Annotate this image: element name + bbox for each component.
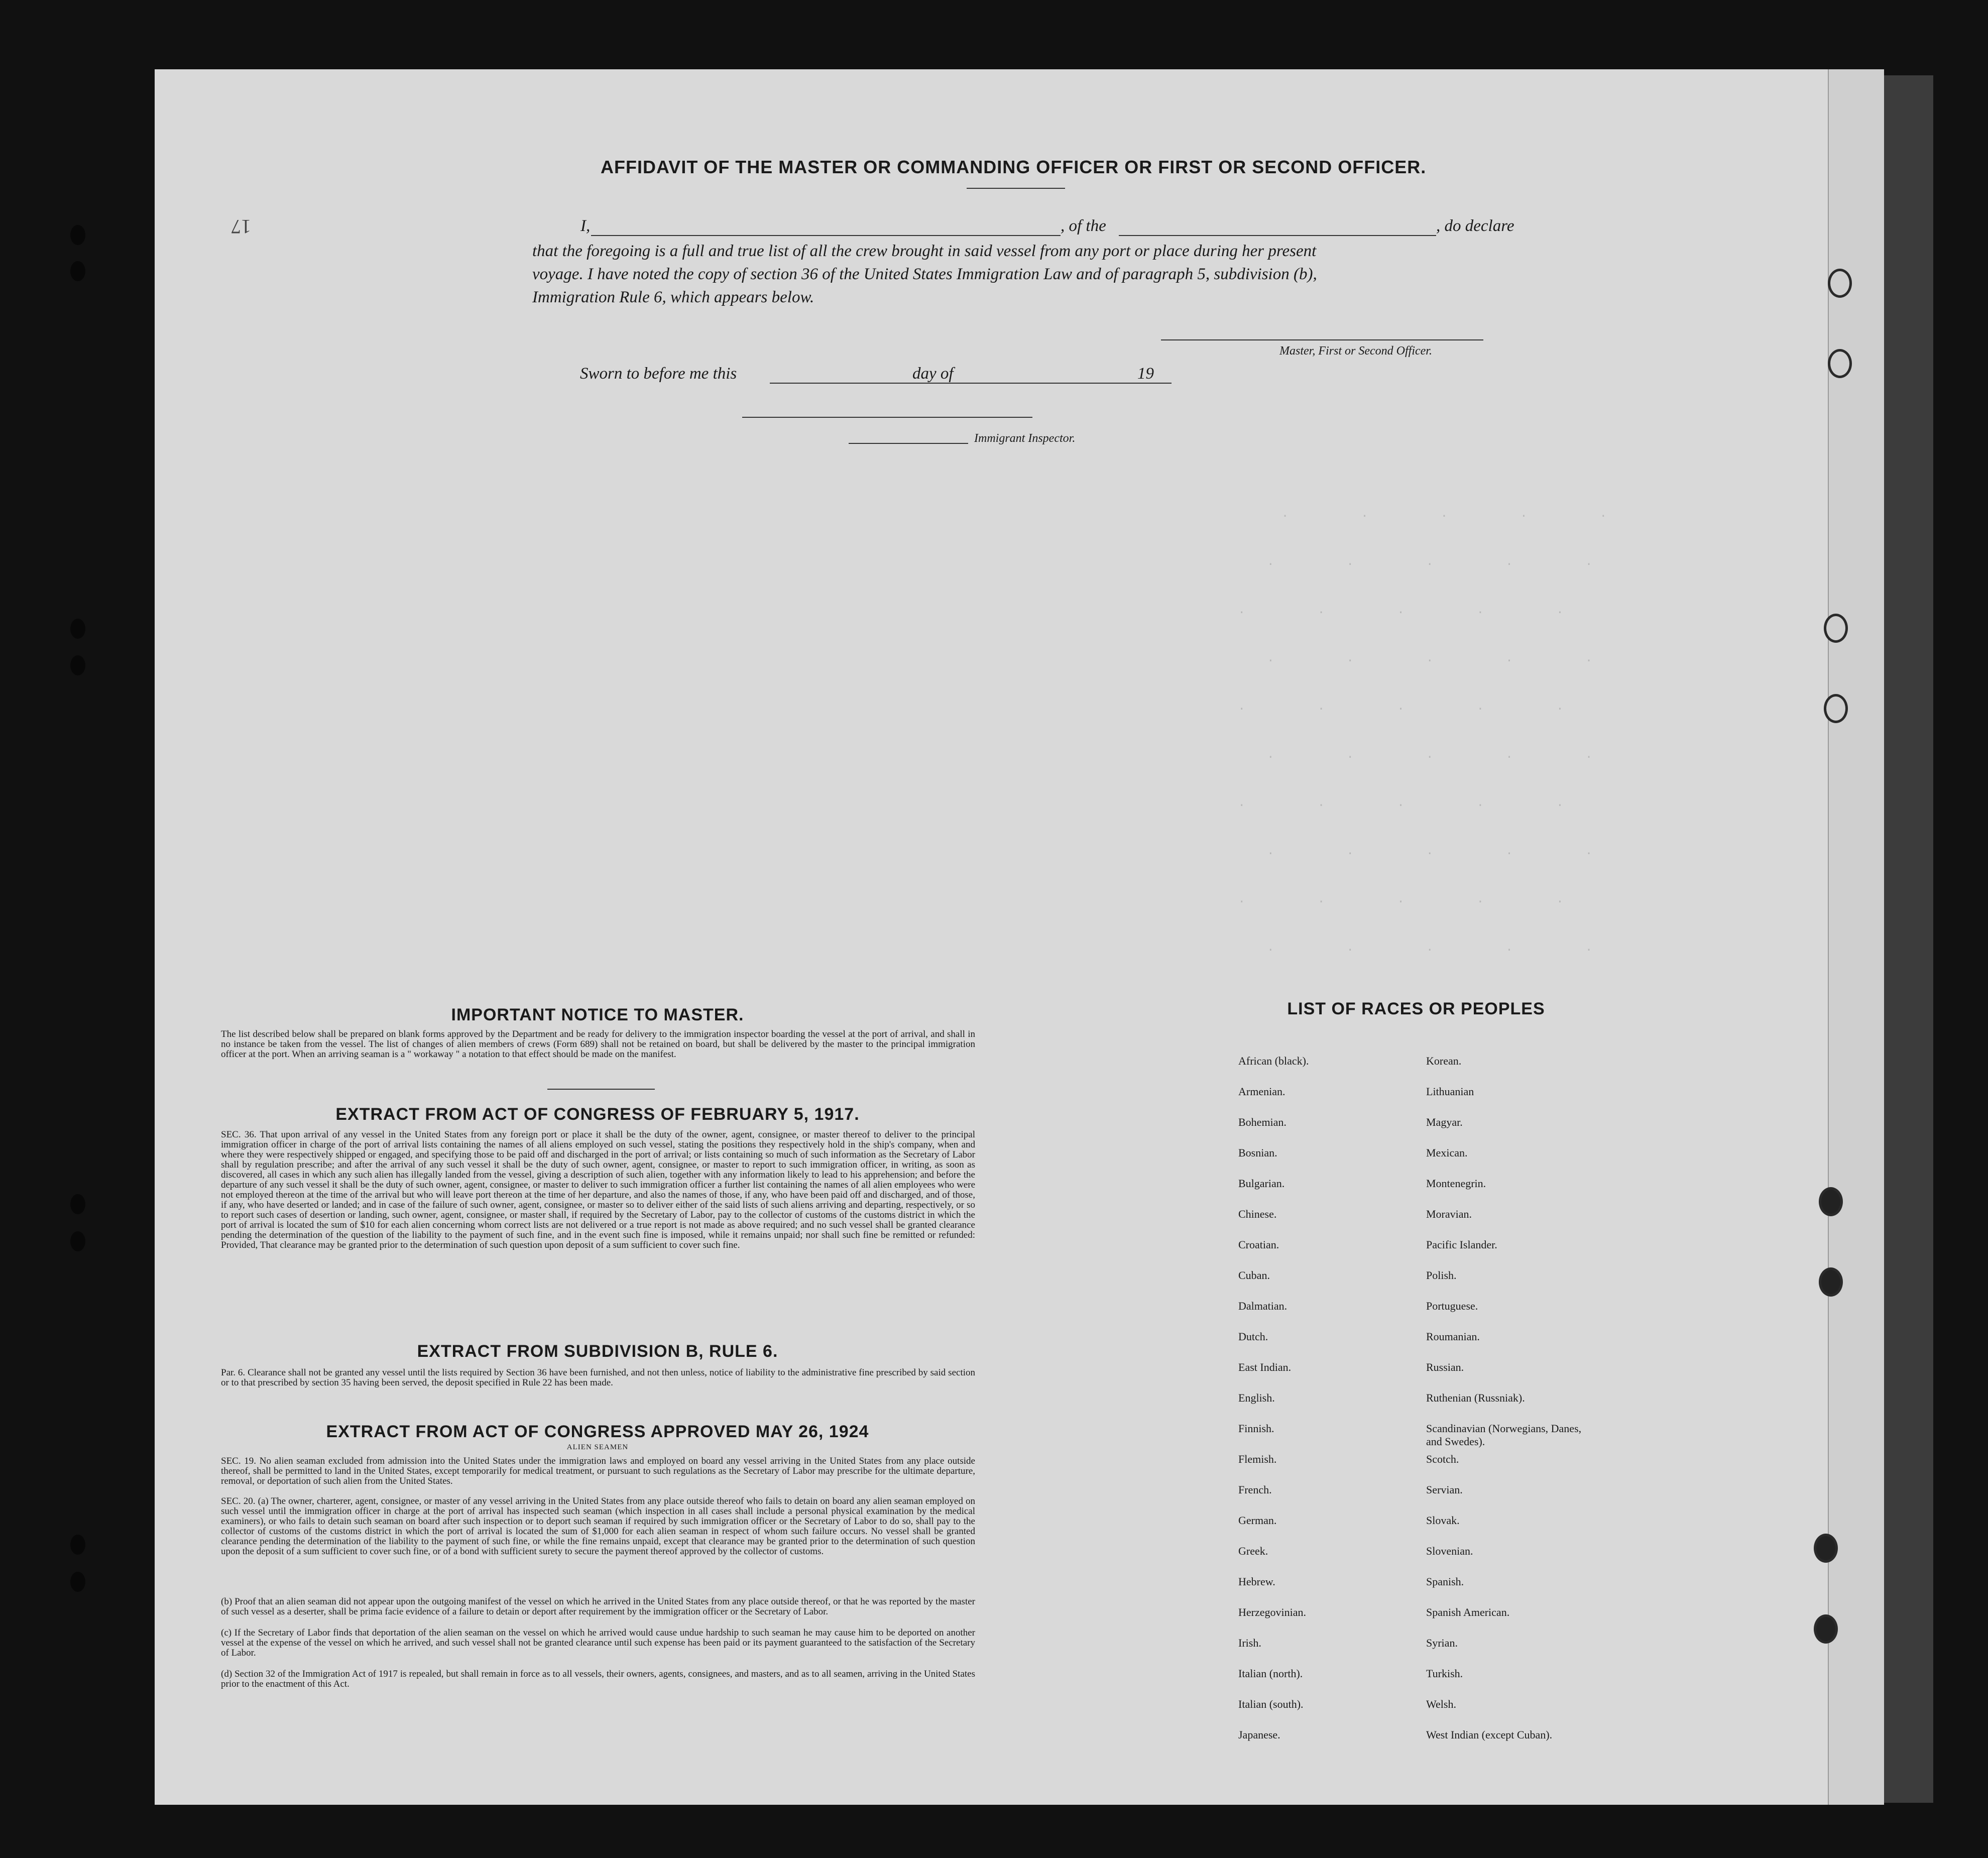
sworn-day-of: day of — [912, 365, 954, 383]
punch-hole — [1828, 349, 1852, 378]
punch-hole — [1814, 1534, 1838, 1563]
section-divider — [547, 1089, 655, 1090]
race-item-right: Roumanian. — [1426, 1330, 1480, 1343]
race-item-left: Cuban. — [1238, 1269, 1270, 1282]
binder-hole — [70, 1194, 85, 1214]
race-item-left: East Indian. — [1238, 1361, 1292, 1373]
race-item-right: Welsh. — [1426, 1698, 1456, 1710]
race-item-left: Italian (north). — [1238, 1667, 1303, 1680]
race-item-right: West Indian (except Cuban). — [1426, 1728, 1553, 1741]
page-shadow — [1878, 75, 1933, 1803]
races-heading: LIST OF RACES OR PEOPLES — [1287, 999, 1545, 1018]
race-item-right: Lithuanian — [1426, 1085, 1474, 1098]
race-item-right: Slovenian. — [1426, 1545, 1473, 1557]
race-item-right: Mexican. — [1426, 1146, 1468, 1159]
declaration-line-3: voyage. I have noted the copy of section 36 of the United States Immigration Law and of paragraph 5, subdivision (b), — [532, 265, 1317, 283]
race-item-left: French. — [1238, 1483, 1272, 1496]
name-field-line[interactable] — [591, 235, 1061, 236]
race-item-left: Bohemian. — [1238, 1116, 1287, 1128]
race-item-right: Scandinavian (Norwegians, Danes, and Swedes). — [1426, 1422, 1582, 1448]
affidavit-title: AFFIDAVIT OF THE MASTER OR COMMANDING OFFICER OR FIRST OR SECOND OFFICER. — [601, 157, 1427, 177]
race-item-left: Croatian. — [1238, 1238, 1279, 1251]
race-item-left: English. — [1238, 1391, 1275, 1404]
race-item-left: Irish. — [1238, 1637, 1261, 1649]
race-item-left: German. — [1238, 1514, 1277, 1527]
extract-1924-heading: EXTRACT FROM ACT OF CONGRESS APPROVED MAY 26, 1924 — [326, 1422, 869, 1441]
race-item-right: Magyar. — [1426, 1116, 1463, 1128]
extract-1924-subheading: ALIEN SEAMEN — [566, 1443, 629, 1451]
race-item-right: Scotch. — [1426, 1453, 1459, 1465]
rule6-heading: EXTRACT FROM SUBDIVISION B, RULE 6. — [417, 1342, 778, 1361]
race-item-left: Herzegovinian. — [1238, 1606, 1306, 1618]
title-underline — [967, 188, 1065, 189]
inspector-label: Immigrant Inspector. — [974, 432, 1076, 445]
sec20b-text: (b) Proof that an alien seaman did not appear upon the outgoing manifest of the vessel on which he arrived in the United States from any place outside thereof, or that he was reported by the master of such vessel as a deserter, shall be prima facie evidence of a failure to detain or deport after requirement by the immigration officer or the Secretary of Labor. — [221, 1596, 975, 1617]
punch-hole — [1828, 269, 1852, 298]
binder-hole — [70, 1535, 85, 1555]
punch-hole — [1819, 1187, 1843, 1216]
signature-label: Master, First or Second Officer. — [1279, 344, 1432, 358]
race-item-right: Turkish. — [1426, 1667, 1463, 1680]
race-item-right: Montenegrin. — [1426, 1177, 1486, 1190]
race-item-left: Hebrew. — [1238, 1575, 1275, 1588]
marginal-number: 17 — [231, 215, 251, 238]
signature-line[interactable] — [1161, 339, 1483, 340]
punch-hole — [1824, 694, 1848, 723]
race-item-right: Ruthenian (Russniak). — [1426, 1391, 1525, 1404]
race-item-left: Finnish. — [1238, 1422, 1274, 1435]
race-item-right: Pacific Islander. — [1426, 1238, 1497, 1251]
binder-hole — [70, 1572, 85, 1592]
race-item-left: Bosnian. — [1238, 1146, 1277, 1159]
sworn-text: Sworn to before me this — [580, 365, 737, 383]
race-item-left: Armenian. — [1238, 1085, 1285, 1098]
race-item-left: Italian (south). — [1238, 1698, 1304, 1710]
sec20d-text: (d) Section 32 of the Immigration Act of 1917 is repealed, but shall remain in force as to all vessels, their owners, agents, consignees, and masters, and as to all seamen, arriving in the United States prior to the enactment of this Act. — [221, 1669, 975, 1689]
rule6-text: Par. 6. Clearance shall not be granted any vessel until the lists required by Section 36 have been furnished, and not then unless, notice of liability to the administrative fine prescribed by said section or to that prescribed by section 35 having been served, the deposit specified in Rule 22 has been made. — [221, 1367, 975, 1388]
notice-text: The list described below shall be prepared on blank forms approved by the Department and be ready for delivery to the immigration inspector boarding the vessel at the port of arrival, and shall in no instance be taken from the vessel. The list of changes of alien members of crews (Form 689) shall not be retained on board, but shall be delivered by the master to the principal immigration officer at the port. When an arriving seaman is a " workaway " a notation to that effect should be made on the manifest. — [221, 1029, 975, 1060]
race-item-right: Polish. — [1426, 1269, 1457, 1282]
race-item-right: Spanish American. — [1426, 1606, 1510, 1618]
race-item-right: Spanish. — [1426, 1575, 1464, 1588]
race-item-right: Servian. — [1426, 1483, 1463, 1496]
sec19-text: SEC. 19. No alien seaman excluded from admission into the United States under the immigration laws and employed on board any vessel arriving in the United States from any place outside thereof, shall be permitted to land in the United States, except temporarily for medical treatment, or pursuant to such regulations as the Secretary of Labor may prescribe for the ultimate departure, removal, or deportation of such alien from the United States. — [221, 1456, 975, 1486]
race-item-right: Korean. — [1426, 1055, 1462, 1067]
bleed-through: . . . . . . . . . . . . . . . . . . . . . . . . . . . . . . . . . . . . . . . . . . . . . . . . . . — [1238, 507, 1607, 955]
punch-hole — [1824, 614, 1848, 643]
punch-hole — [1819, 1267, 1843, 1297]
inspector-line[interactable] — [849, 443, 968, 444]
race-item-left: Japanese. — [1238, 1728, 1280, 1741]
race-item-right: Syrian. — [1426, 1637, 1458, 1649]
binder-hole — [70, 261, 85, 281]
declaration-do-declare: , do declare — [1436, 217, 1514, 235]
extract-1917-text: SEC. 36. That upon arrival of any vessel in the United States from any foreign port or place it shall be the duty of the owner, agent, consignee, or master thereof to deliver to the principal immigration officer in charge of the port of arrival lists containing the names of all aliens employed on such vessel, stating the positions they respectively hold in the ship's company, when and where they were respectively shipped or engaged, and specifying those to be paid off and discharged in the port of arrival; or lists containing so much of such information as the Secretary of Labor shall by regulation prescribe; and after the arrival of any such vessel it shall be the duty of such owner, agent, consignee, or master to report to such immigration officer, in writing, as soon as discovered, all cases in which any such alien has illegally landed from the vessel, giving a description of such alien, together with any information likely to lead to his apprehension; and before the departure of any such vessel it shall be the duty of such owner, agent, consignee, or master to deliver to such immigration officer a further list containing the names of all alien employees who were not employed thereon at the time of the arrival but who will leave port thereon at the time of her departure, and also the names of those, if any, who have been paid off and discharged, and of those, if any, who have deserted or landed; and in case of the failure of such owner, agent, consignee, or master so to deliver either of the said lists of such aliens arriving and departing, respectively, or so to report such cases of desertion or landing, such owner, agent, consignee, or master shall, if required by the Secretary of Labor, pay to the collector of customs of the customs district in which the port of arrival is located the sum of $10 for each alien concerning whom correct lists are not delivered or a true report is not made as above required; and no such vessel shall be granted clearance pending the determination of the question of the liability to the payment of such fine, and in the event such fine is imposed, while it remains unpaid; nor shall such fine be remitted or refunded: Provided, That clearance may be granted prior to the determination of such question upon deposit of a sum sufficient to cover such fine. — [221, 1129, 975, 1250]
race-item-left: Chinese. — [1238, 1208, 1277, 1220]
race-item-right: Portuguese. — [1426, 1300, 1478, 1312]
sec20c-text: (c) If the Secretary of Labor finds that deportation of the alien seaman on the vessel on which he arrived would cause undue hardship to such seaman he may cause him to be deported on another vessel at the expense of the vessel on which he arrived, and such vessel shall not be granted clearance until such expense has been paid or its payment guaranteed to the satisfaction of the Secretary of Labor. — [221, 1628, 975, 1658]
binder-hole — [70, 655, 85, 675]
binder-hole — [70, 225, 85, 245]
notice-heading: IMPORTANT NOTICE TO MASTER. — [451, 1005, 744, 1024]
binder-hole — [70, 619, 85, 639]
declaration-line-4: Immigration Rule 6, which appears below. — [532, 288, 814, 306]
race-item-left: Dalmatian. — [1238, 1300, 1288, 1312]
sworn-line — [580, 365, 1183, 387]
inspector-line-top[interactable] — [742, 417, 1032, 418]
vessel-field-line[interactable] — [1119, 235, 1436, 236]
race-item-right: Moravian. — [1426, 1208, 1472, 1220]
binder-hole — [70, 1231, 85, 1251]
extract-1917-heading: EXTRACT FROM ACT OF CONGRESS OF FEBRUARY 5, 1917. — [335, 1105, 860, 1124]
race-item-left: Dutch. — [1238, 1330, 1268, 1343]
race-item-right: Slovak. — [1426, 1514, 1460, 1527]
race-item-left: African (black). — [1238, 1055, 1309, 1067]
declaration-i: I, — [580, 217, 591, 235]
race-item-right: Russian. — [1426, 1361, 1464, 1373]
race-item-left: Bulgarian. — [1238, 1177, 1285, 1190]
declaration-line-2: that the foregoing is a full and true list of all the crew brought in said vessel from any port or place during her present — [532, 242, 1317, 260]
punch-hole — [1814, 1614, 1838, 1644]
race-item-left: Greek. — [1238, 1545, 1268, 1557]
sec20a-text: SEC. 20. (a) The owner, charterer, agent, consignee, or master of any vessel arriving in the United States from any place outside thereof who fails to detain on board any alien seaman employed on such vessel until the immigration officer in charge at the port of arrival has inspected such seaman (which inspection in all cases shall include a personal physical examination by the medical examiners), or who fails to detain such seaman on board after such inspection or to deport such seaman if required by such immigration officer or the Secretary of Labor to do so, shall pay to the collector of customs of the customs district in which the port of arrival is located the sum of $1,000 for each alien seaman in respect of whom such failure occurs. No vessel shall be granted clearance pending the determination of the liability to the payment of such fine, or while the fine remains unpaid, except that clearance may be granted prior to the determination of such question upon the deposit of a sum sufficient to cover such fine, or of a bond with sufficient surety to secure the payment thereof approved by the collector of customs. — [221, 1496, 975, 1557]
sworn-year: 19 — [1137, 365, 1154, 383]
declaration-of-the: , of the — [1061, 217, 1106, 235]
race-item-left: Flemish. — [1238, 1453, 1277, 1465]
